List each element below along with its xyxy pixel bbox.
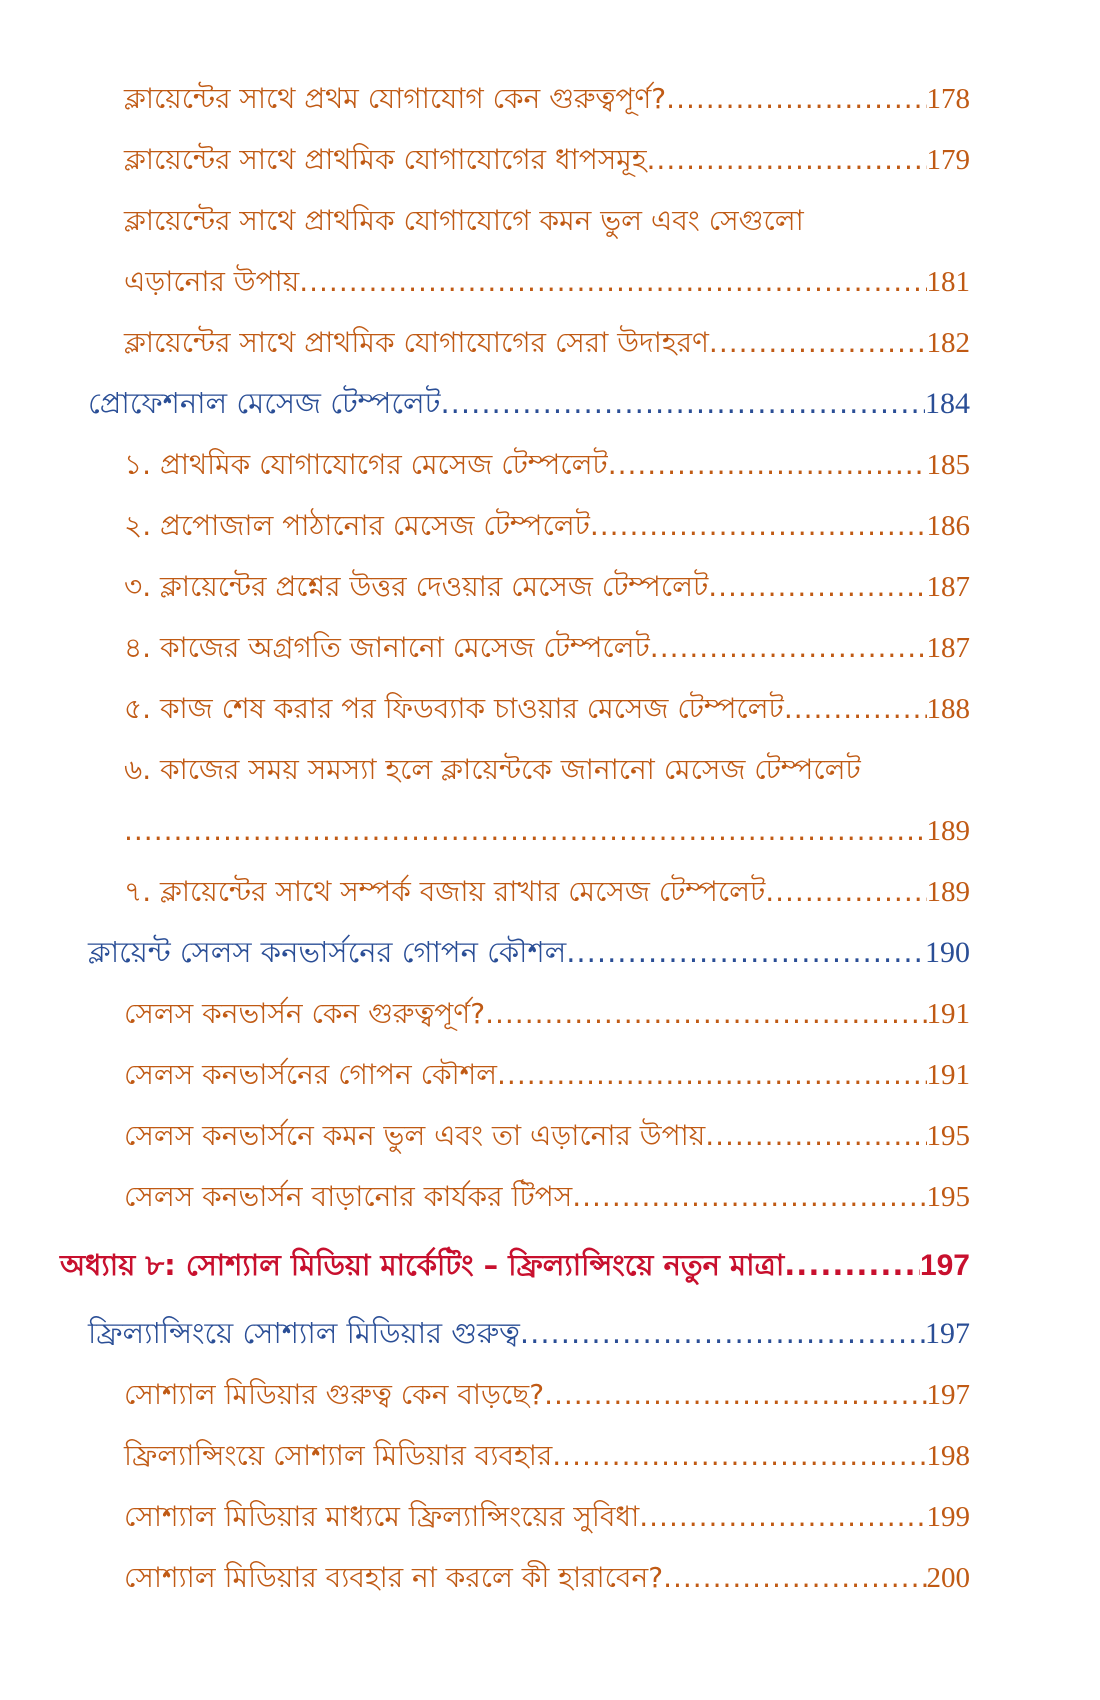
toc-chapter-entry[interactable] (0, 1227, 1100, 1303)
toc-entry-page: 184 (925, 387, 970, 420)
toc-entry-title: ১. প্রাথমিক যোগাযোগের মেসেজ টেম্পলেট (124, 448, 608, 481)
toc-section-entry[interactable] (0, 922, 1100, 983)
toc-entry-page: 182 (926, 327, 970, 359)
toc-entry[interactable] (0, 1364, 1100, 1425)
toc-entry-page: 185 (926, 449, 970, 481)
dot-leader (650, 617, 927, 678)
dot-leader (544, 1364, 926, 1425)
dot-leader (784, 678, 927, 739)
toc-entry-title: ৪. কাজের অগ্রগতি জানানো মেসেজ টেম্পলেট (124, 631, 650, 664)
toc-entry-page: 188 (926, 693, 970, 725)
toc-chapter-title: অধ্যায় ৮: সোশ্যাল মিডিয়া মার্কেটিং – ফ্রিল্যান্সিংয়ে নতুন মাত্রা (60, 1248, 785, 1282)
toc-entry-page: 187 (926, 571, 970, 603)
dot-leader (590, 495, 927, 556)
toc-entry[interactable] (0, 1105, 1100, 1166)
toc-entry-multiline[interactable] (0, 190, 1100, 312)
dot-leader (497, 1044, 926, 1105)
dot-leader (784, 1227, 920, 1303)
dot-leader (765, 861, 926, 922)
toc-entry-continuation (0, 800, 1100, 861)
toc-entry-page: 187 (926, 632, 970, 664)
toc-entry-page: 197 (925, 1317, 970, 1350)
toc-entry-title: ৩. ক্লায়েন্টের প্রশ্নের উত্তর দেওয়ার মেসেজ টেম্পলেট (124, 570, 709, 603)
toc-entry-title: সেলস কনভার্সন বাড়ানোর কার্যকর টিপস (124, 1180, 573, 1213)
toc-entry[interactable] (0, 861, 1100, 922)
toc-entry-title: সোশ্যাল মিডিয়ার গুরুত্ব কেন বাড়ছে? (124, 1378, 545, 1411)
dot-leader (709, 312, 927, 373)
toc-entry-title-line1: ৬. কাজের সময় সমস্যা হলে ক্লায়েন্টকে জানানো মেসেজ টেম্পলেট (124, 753, 861, 786)
toc-section-entry[interactable] (0, 373, 1100, 434)
toc-entry-page: 189 (926, 815, 970, 847)
toc-entry-multiline[interactable] (0, 739, 1100, 861)
toc-entry[interactable] (0, 434, 1100, 495)
toc-entry-title: ক্লায়েন্টের সাথে প্রথম যোগাযোগ কেন গুরুত্বপূর্ণ? (124, 82, 667, 115)
toc-entry-page: 181 (926, 266, 970, 298)
toc-entry-page: 197 (926, 1379, 970, 1411)
toc-entry-page: 195 (926, 1181, 970, 1213)
toc-entry-title-line1: ক্লায়েন্টের সাথে প্রাথমিক যোগাযোগে কমন ভুল এবং সেগুলো (124, 204, 804, 237)
dot-leader (663, 1547, 926, 1608)
toc-entry[interactable] (0, 68, 1100, 129)
toc-entry-page: 190 (925, 936, 970, 969)
toc-entry-title: সেলস কনভার্সনের গোপন কৌশল (124, 1058, 498, 1091)
dot-leader (485, 983, 926, 1044)
dot-leader (299, 251, 926, 312)
toc-entry-page: 200 (926, 1562, 970, 1594)
toc-entry-page: 198 (926, 1440, 970, 1472)
dot-leader (666, 68, 926, 129)
dot-leader (639, 1486, 926, 1547)
toc-entry-title: ক্লায়েন্টের সাথে প্রাথমিক যোগাযোগের ধাপসমূহ (124, 143, 647, 176)
toc-entry-title: ক্লায়েন্টের সাথে প্রাথমিক যোগাযোগের সেরা উদাহরণ (124, 326, 709, 359)
toc-entry[interactable] (0, 1425, 1100, 1486)
toc-entry-page: 178 (926, 83, 970, 115)
dot-leader (705, 1105, 926, 1166)
toc-entry-title-line2: এড়ানোর উপায় (124, 265, 300, 298)
dot-leader (520, 1303, 925, 1364)
toc-section-title: ফ্রিল্যান্সিংয়ে সোশ্যাল মিডিয়ার গুরুত্ব (88, 1316, 520, 1350)
toc-entry[interactable] (0, 983, 1100, 1044)
dot-leader (608, 434, 927, 495)
toc-entry-page: 186 (926, 510, 970, 542)
dot-leader (552, 1425, 926, 1486)
toc-entry-page: 189 (926, 876, 970, 908)
toc-entry-page: 179 (926, 144, 970, 176)
toc-entry[interactable] (0, 556, 1100, 617)
toc-entry-title: ২. প্রপোজাল পাঠানোর মেসেজ টেম্পলেট (124, 509, 590, 542)
toc-entry-page: 191 (926, 998, 970, 1030)
toc-entry[interactable] (0, 1486, 1100, 1547)
toc-entry[interactable] (0, 1166, 1100, 1227)
dot-leader (708, 556, 926, 617)
dot-leader (647, 129, 927, 190)
toc-entry-title: ফ্রিল্যান্সিংয়ে সোশ্যাল মিডিয়ার ব্যবহার (124, 1439, 553, 1472)
toc-entry[interactable] (0, 495, 1100, 556)
toc-entry-title: সেলস কনভার্সনে কমন ভুল এবং তা এড়ানোর উপায় (124, 1119, 706, 1152)
toc-entry[interactable] (0, 617, 1100, 678)
table-of-contents (0, 68, 1100, 1608)
toc-section-entry[interactable] (0, 1303, 1100, 1364)
dot-leader (572, 1166, 926, 1227)
toc-entry-page: 199 (926, 1501, 970, 1533)
toc-entry-continuation (0, 251, 1100, 312)
toc-entry-page: 195 (926, 1120, 970, 1152)
toc-entry[interactable] (0, 1547, 1100, 1608)
dot-leader (440, 373, 925, 434)
dot-leader (124, 800, 927, 861)
toc-entry-title: সোশ্যাল মিডিয়ার ব্যবহার না করলে কী হারাবেন? (124, 1561, 664, 1594)
toc-entry[interactable] (0, 678, 1100, 739)
toc-entry[interactable] (0, 312, 1100, 373)
toc-entry-page: 197 (919, 1249, 970, 1282)
toc-section-title: ক্লায়েন্ট সেলস কনভার্সনের গোপন কৌশল (88, 935, 567, 969)
toc-entry-title: সেলস কনভার্সন কেন গুরুত্বপূর্ণ? (124, 997, 486, 1030)
dot-leader (566, 922, 925, 983)
toc-entry[interactable] (0, 129, 1100, 190)
toc-entry-title: ৫. কাজ শেষ করার পর ফিডব্যাক চাওয়ার মেসেজ টেম্পলেট (124, 692, 784, 725)
toc-section-title: প্রোফেশনাল মেসেজ টেম্পলেট (88, 386, 441, 420)
toc-entry-page: 191 (926, 1059, 970, 1091)
toc-entry[interactable] (0, 1044, 1100, 1105)
toc-entry-title: সোশ্যাল মিডিয়ার মাধ্যমে ফ্রিল্যান্সিংয়ের সুবিধা (124, 1500, 640, 1533)
toc-entry-title: ৭. ক্লায়েন্টের সাথে সম্পর্ক বজায় রাখার মেসেজ টেম্পলেট (124, 875, 766, 908)
